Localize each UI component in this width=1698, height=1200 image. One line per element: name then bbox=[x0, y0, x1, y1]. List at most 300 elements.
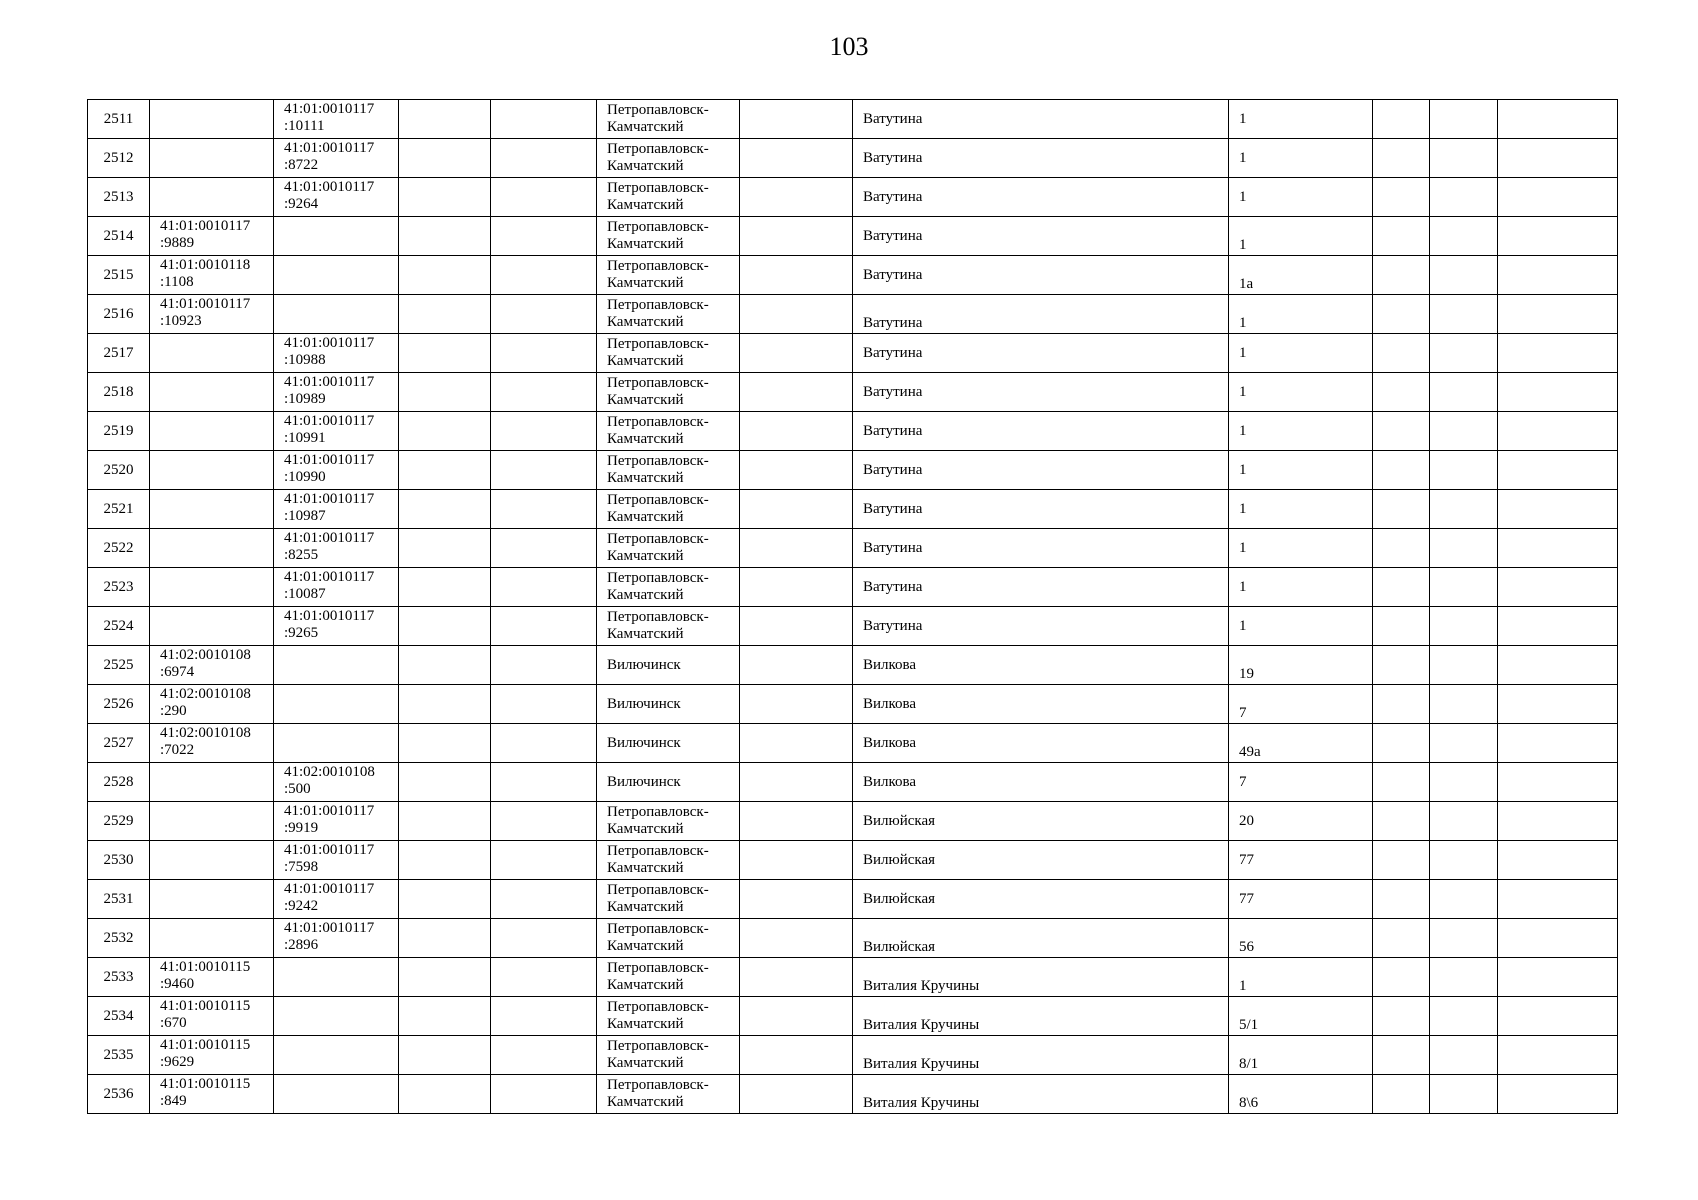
cadastral-number-a bbox=[150, 373, 274, 412]
empty-cell bbox=[740, 334, 853, 373]
empty-cell bbox=[1373, 217, 1430, 256]
house-number: 1 bbox=[1229, 334, 1373, 373]
row-number: 2523 bbox=[88, 568, 150, 607]
empty-cell bbox=[1373, 1036, 1430, 1075]
cadastral-number-a bbox=[150, 880, 274, 919]
house-number: 56 bbox=[1229, 919, 1373, 958]
empty-cell bbox=[491, 568, 597, 607]
table-row bbox=[88, 607, 1618, 646]
empty-cell bbox=[399, 607, 491, 646]
empty-cell bbox=[1373, 256, 1430, 295]
empty-cell bbox=[1430, 919, 1498, 958]
settlement-name: Петропавловск- Камчатский bbox=[597, 841, 740, 880]
empty-cell bbox=[1498, 724, 1618, 763]
row-number: 2534 bbox=[88, 997, 150, 1036]
house-number: 1 bbox=[1229, 607, 1373, 646]
empty-cell bbox=[1430, 529, 1498, 568]
cadastral-number-a bbox=[150, 763, 274, 802]
empty-cell bbox=[740, 646, 853, 685]
settlement-name: Петропавловск- Камчатский bbox=[597, 1075, 740, 1114]
street-name: Ватутина bbox=[853, 178, 1229, 217]
street-name: Виталия Кручины bbox=[853, 958, 1229, 997]
cadastral-number-a bbox=[150, 139, 274, 178]
empty-cell bbox=[740, 295, 853, 334]
cadastral-number-b bbox=[274, 1036, 399, 1075]
empty-cell bbox=[1373, 685, 1430, 724]
empty-cell bbox=[1430, 334, 1498, 373]
house-number: 1 bbox=[1229, 490, 1373, 529]
empty-cell bbox=[1373, 724, 1430, 763]
table-row bbox=[88, 958, 1618, 997]
empty-cell bbox=[1430, 724, 1498, 763]
empty-cell bbox=[1498, 802, 1618, 841]
settlement-name: Вилючинск bbox=[597, 724, 740, 763]
empty-cell bbox=[491, 334, 597, 373]
table-row bbox=[88, 100, 1618, 139]
cadastral-number-b bbox=[274, 958, 399, 997]
house-number: 8\6 bbox=[1229, 1075, 1373, 1114]
empty-cell bbox=[399, 412, 491, 451]
empty-cell bbox=[491, 724, 597, 763]
table-row bbox=[88, 295, 1618, 334]
cadastral-number-b: 41:01:0010117 :9242 bbox=[274, 880, 399, 919]
settlement-name: Вилючинск bbox=[597, 685, 740, 724]
empty-cell bbox=[1430, 412, 1498, 451]
empty-cell bbox=[1373, 295, 1430, 334]
empty-cell bbox=[399, 178, 491, 217]
empty-cell bbox=[399, 685, 491, 724]
street-name: Виталия Кручины bbox=[853, 1036, 1229, 1075]
empty-cell bbox=[1430, 217, 1498, 256]
empty-cell bbox=[399, 451, 491, 490]
empty-cell bbox=[1373, 529, 1430, 568]
empty-cell bbox=[1498, 100, 1618, 139]
empty-cell bbox=[1498, 997, 1618, 1036]
cadastral-number-a bbox=[150, 919, 274, 958]
empty-cell bbox=[740, 490, 853, 529]
house-number: 20 bbox=[1229, 802, 1373, 841]
empty-cell bbox=[1430, 880, 1498, 919]
settlement-name: Петропавловск- Камчатский bbox=[597, 880, 740, 919]
cadastral-number-a: 41:01:0010118 :1108 bbox=[150, 256, 274, 295]
street-name: Ватутина bbox=[853, 529, 1229, 568]
row-number: 2536 bbox=[88, 1075, 150, 1114]
empty-cell bbox=[491, 178, 597, 217]
empty-cell bbox=[740, 919, 853, 958]
table-row bbox=[88, 685, 1618, 724]
cadastral-number-a bbox=[150, 334, 274, 373]
street-name: Вилюйская bbox=[853, 802, 1229, 841]
empty-cell bbox=[1373, 139, 1430, 178]
empty-cell bbox=[740, 217, 853, 256]
row-number: 2511 bbox=[88, 100, 150, 139]
street-name: Ватутина bbox=[853, 607, 1229, 646]
empty-cell bbox=[1498, 217, 1618, 256]
street-name: Ватутина bbox=[853, 295, 1229, 334]
empty-cell bbox=[740, 763, 853, 802]
empty-cell bbox=[1373, 568, 1430, 607]
empty-cell bbox=[1373, 100, 1430, 139]
cadastral-number-b: 41:01:0010117 :9265 bbox=[274, 607, 399, 646]
row-number: 2532 bbox=[88, 919, 150, 958]
table-row bbox=[88, 802, 1618, 841]
cadastral-number-a bbox=[150, 568, 274, 607]
empty-cell bbox=[740, 724, 853, 763]
settlement-name: Петропавловск- Камчатский bbox=[597, 217, 740, 256]
empty-cell bbox=[491, 607, 597, 646]
cadastral-number-a: 41:02:0010108 :6974 bbox=[150, 646, 274, 685]
table-row bbox=[88, 412, 1618, 451]
cadastral-number-b bbox=[274, 295, 399, 334]
street-name: Вилкова bbox=[853, 646, 1229, 685]
settlement-name: Петропавловск- Камчатский bbox=[597, 997, 740, 1036]
empty-cell bbox=[399, 646, 491, 685]
table-row bbox=[88, 1075, 1618, 1114]
empty-cell bbox=[740, 373, 853, 412]
row-number: 2533 bbox=[88, 958, 150, 997]
table-row bbox=[88, 217, 1618, 256]
cadastral-number-a bbox=[150, 490, 274, 529]
row-number: 2527 bbox=[88, 724, 150, 763]
table-row bbox=[88, 373, 1618, 412]
row-number: 2515 bbox=[88, 256, 150, 295]
empty-cell bbox=[1430, 841, 1498, 880]
cadastral-number-a bbox=[150, 178, 274, 217]
empty-cell bbox=[1498, 607, 1618, 646]
empty-cell bbox=[1373, 451, 1430, 490]
cadastral-number-b bbox=[274, 256, 399, 295]
house-number: 5/1 bbox=[1229, 997, 1373, 1036]
empty-cell bbox=[740, 568, 853, 607]
empty-cell bbox=[1498, 1036, 1618, 1075]
empty-cell bbox=[740, 802, 853, 841]
empty-cell bbox=[1373, 646, 1430, 685]
table-row bbox=[88, 646, 1618, 685]
empty-cell bbox=[399, 763, 491, 802]
empty-cell bbox=[1498, 178, 1618, 217]
cadastral-number-a bbox=[150, 841, 274, 880]
street-name: Ватутина bbox=[853, 256, 1229, 295]
empty-cell bbox=[399, 568, 491, 607]
row-number: 2522 bbox=[88, 529, 150, 568]
empty-cell bbox=[1498, 373, 1618, 412]
settlement-name: Петропавловск- Камчатский bbox=[597, 256, 740, 295]
empty-cell bbox=[491, 997, 597, 1036]
row-number: 2516 bbox=[88, 295, 150, 334]
empty-cell bbox=[1498, 529, 1618, 568]
row-number: 2526 bbox=[88, 685, 150, 724]
empty-cell bbox=[1430, 685, 1498, 724]
cadastral-number-b bbox=[274, 997, 399, 1036]
street-name: Ватутина bbox=[853, 139, 1229, 178]
row-number: 2513 bbox=[88, 178, 150, 217]
settlement-name: Петропавловск- Камчатский bbox=[597, 958, 740, 997]
empty-cell bbox=[1373, 334, 1430, 373]
cadastral-number-a bbox=[150, 451, 274, 490]
table-row bbox=[88, 334, 1618, 373]
empty-cell bbox=[740, 607, 853, 646]
street-name: Вилюйская bbox=[853, 919, 1229, 958]
empty-cell bbox=[1430, 568, 1498, 607]
empty-cell bbox=[740, 178, 853, 217]
empty-cell bbox=[1430, 139, 1498, 178]
cadastral-number-a bbox=[150, 412, 274, 451]
street-name: Виталия Кручины bbox=[853, 997, 1229, 1036]
empty-cell bbox=[1373, 919, 1430, 958]
row-number: 2512 bbox=[88, 139, 150, 178]
empty-cell bbox=[1498, 451, 1618, 490]
cadastral-number-b bbox=[274, 646, 399, 685]
empty-cell bbox=[399, 217, 491, 256]
empty-cell bbox=[1430, 451, 1498, 490]
settlement-name: Петропавловск- Камчатский bbox=[597, 1036, 740, 1075]
empty-cell bbox=[1498, 295, 1618, 334]
cadastral-number-b: 41:01:0010117 :9264 bbox=[274, 178, 399, 217]
cadastral-number-b: 41:01:0010117 :10991 bbox=[274, 412, 399, 451]
table-row bbox=[88, 880, 1618, 919]
row-number: 2535 bbox=[88, 1036, 150, 1075]
empty-cell bbox=[740, 841, 853, 880]
street-name: Ватутина bbox=[853, 100, 1229, 139]
empty-cell bbox=[491, 1036, 597, 1075]
empty-cell bbox=[491, 373, 597, 412]
house-number: 1 bbox=[1229, 178, 1373, 217]
empty-cell bbox=[1430, 802, 1498, 841]
empty-cell bbox=[1430, 646, 1498, 685]
house-number: 19 bbox=[1229, 646, 1373, 685]
cadastral-number-a: 41:01:0010115 :9629 bbox=[150, 1036, 274, 1075]
street-name: Ватутина bbox=[853, 412, 1229, 451]
empty-cell bbox=[740, 1075, 853, 1114]
empty-cell bbox=[1373, 997, 1430, 1036]
empty-cell bbox=[399, 295, 491, 334]
street-name: Виталия Кручины bbox=[853, 1075, 1229, 1114]
table-row bbox=[88, 1036, 1618, 1075]
empty-cell bbox=[399, 841, 491, 880]
row-number: 2531 bbox=[88, 880, 150, 919]
settlement-name: Петропавловск- Камчатский bbox=[597, 295, 740, 334]
empty-cell bbox=[399, 1036, 491, 1075]
empty-cell bbox=[399, 997, 491, 1036]
cadastral-number-a: 41:01:0010115 :849 bbox=[150, 1075, 274, 1114]
house-number: 7 bbox=[1229, 685, 1373, 724]
house-number: 1 bbox=[1229, 217, 1373, 256]
empty-cell bbox=[491, 139, 597, 178]
empty-cell bbox=[399, 334, 491, 373]
empty-cell bbox=[1430, 373, 1498, 412]
house-number: 77 bbox=[1229, 841, 1373, 880]
cadastral-number-b: 41:01:0010117 :10087 bbox=[274, 568, 399, 607]
empty-cell bbox=[491, 256, 597, 295]
empty-cell bbox=[1498, 412, 1618, 451]
row-number: 2524 bbox=[88, 607, 150, 646]
empty-cell bbox=[399, 256, 491, 295]
table-row bbox=[88, 529, 1618, 568]
empty-cell bbox=[1430, 490, 1498, 529]
house-number: 49а bbox=[1229, 724, 1373, 763]
cadastral-number-b: 41:02:0010108 :500 bbox=[274, 763, 399, 802]
street-name: Ватутина bbox=[853, 334, 1229, 373]
empty-cell bbox=[1498, 334, 1618, 373]
empty-cell bbox=[1498, 139, 1618, 178]
house-number: 1 bbox=[1229, 568, 1373, 607]
cadastral-number-b bbox=[274, 685, 399, 724]
empty-cell bbox=[399, 958, 491, 997]
row-number: 2520 bbox=[88, 451, 150, 490]
empty-cell bbox=[399, 919, 491, 958]
cadastral-number-b: 41:01:0010117 :8255 bbox=[274, 529, 399, 568]
empty-cell bbox=[491, 958, 597, 997]
empty-cell bbox=[491, 880, 597, 919]
empty-cell bbox=[740, 1036, 853, 1075]
table-row bbox=[88, 919, 1618, 958]
settlement-name: Петропавловск- Камчатский bbox=[597, 451, 740, 490]
settlement-name: Петропавловск- Камчатский bbox=[597, 373, 740, 412]
cadastral-number-a: 41:01:0010117 :10923 bbox=[150, 295, 274, 334]
empty-cell bbox=[1430, 997, 1498, 1036]
house-number: 1 bbox=[1229, 100, 1373, 139]
empty-cell bbox=[1430, 1036, 1498, 1075]
settlement-name: Петропавловск- Камчатский bbox=[597, 139, 740, 178]
empty-cell bbox=[491, 802, 597, 841]
empty-cell bbox=[1498, 880, 1618, 919]
row-number: 2517 bbox=[88, 334, 150, 373]
row-number: 2525 bbox=[88, 646, 150, 685]
empty-cell bbox=[1498, 919, 1618, 958]
house-number: 1 bbox=[1229, 139, 1373, 178]
street-name: Вилкова bbox=[853, 763, 1229, 802]
street-name: Ватутина bbox=[853, 373, 1229, 412]
cadastral-number-a bbox=[150, 607, 274, 646]
empty-cell bbox=[1430, 958, 1498, 997]
street-name: Вилкова bbox=[853, 685, 1229, 724]
street-name: Ватутина bbox=[853, 217, 1229, 256]
cadastral-number-b: 41:01:0010117 :7598 bbox=[274, 841, 399, 880]
cadastral-number-b: 41:01:0010117 :10988 bbox=[274, 334, 399, 373]
empty-cell bbox=[1430, 100, 1498, 139]
cadastral-number-a: 41:01:0010115 :670 bbox=[150, 997, 274, 1036]
empty-cell bbox=[1373, 802, 1430, 841]
empty-cell bbox=[1373, 607, 1430, 646]
settlement-name: Петропавловск- Камчатский bbox=[597, 490, 740, 529]
empty-cell bbox=[1373, 763, 1430, 802]
empty-cell bbox=[491, 295, 597, 334]
table-row bbox=[88, 490, 1618, 529]
settlement-name: Петропавловск- Камчатский bbox=[597, 568, 740, 607]
house-number: 77 bbox=[1229, 880, 1373, 919]
empty-cell bbox=[1430, 295, 1498, 334]
table-row bbox=[88, 724, 1618, 763]
empty-cell bbox=[740, 256, 853, 295]
table-row bbox=[88, 763, 1618, 802]
cadastral-number-a: 41:02:0010108 :7022 bbox=[150, 724, 274, 763]
cadastral-number-a bbox=[150, 100, 274, 139]
cadastral-number-a: 41:01:0010115 :9460 bbox=[150, 958, 274, 997]
street-name: Ватутина bbox=[853, 568, 1229, 607]
table-row bbox=[88, 139, 1618, 178]
empty-cell bbox=[399, 1075, 491, 1114]
table-row bbox=[88, 568, 1618, 607]
cadastral-number-a bbox=[150, 529, 274, 568]
cadastral-number-a: 41:02:0010108 :290 bbox=[150, 685, 274, 724]
empty-cell bbox=[1498, 646, 1618, 685]
street-name: Вилкова bbox=[853, 724, 1229, 763]
row-number: 2528 bbox=[88, 763, 150, 802]
cadastral-number-a bbox=[150, 802, 274, 841]
empty-cell bbox=[740, 100, 853, 139]
table-row bbox=[88, 256, 1618, 295]
empty-cell bbox=[740, 880, 853, 919]
empty-cell bbox=[491, 763, 597, 802]
registry-table-body bbox=[88, 100, 1618, 1114]
empty-cell bbox=[1430, 607, 1498, 646]
empty-cell bbox=[399, 529, 491, 568]
row-number: 2514 bbox=[88, 217, 150, 256]
table-row bbox=[88, 997, 1618, 1036]
empty-cell bbox=[491, 919, 597, 958]
street-name: Ватутина bbox=[853, 490, 1229, 529]
row-number: 2529 bbox=[88, 802, 150, 841]
empty-cell bbox=[740, 685, 853, 724]
settlement-name: Петропавловск- Камчатский bbox=[597, 178, 740, 217]
empty-cell bbox=[491, 841, 597, 880]
empty-cell bbox=[1430, 763, 1498, 802]
house-number: 1 bbox=[1229, 529, 1373, 568]
empty-cell bbox=[1498, 685, 1618, 724]
cadastral-number-b: 41:01:0010117 :10989 bbox=[274, 373, 399, 412]
house-number: 8/1 bbox=[1229, 1036, 1373, 1075]
empty-cell bbox=[1373, 490, 1430, 529]
street-name: Вилюйская bbox=[853, 841, 1229, 880]
house-number: 1 bbox=[1229, 373, 1373, 412]
cadastral-number-b bbox=[274, 217, 399, 256]
settlement-name: Петропавловск- Камчатский bbox=[597, 334, 740, 373]
row-number: 2519 bbox=[88, 412, 150, 451]
house-number: 7 bbox=[1229, 763, 1373, 802]
empty-cell bbox=[399, 139, 491, 178]
settlement-name: Петропавловск- Камчатский bbox=[597, 529, 740, 568]
empty-cell bbox=[399, 724, 491, 763]
empty-cell bbox=[740, 997, 853, 1036]
empty-cell bbox=[740, 958, 853, 997]
empty-cell bbox=[1373, 841, 1430, 880]
empty-cell bbox=[1498, 256, 1618, 295]
settlement-name: Петропавловск- Камчатский bbox=[597, 100, 740, 139]
cadastral-number-b: 41:01:0010117 :9919 bbox=[274, 802, 399, 841]
empty-cell bbox=[1430, 256, 1498, 295]
table-row bbox=[88, 451, 1618, 490]
empty-cell bbox=[1498, 763, 1618, 802]
table-row bbox=[88, 178, 1618, 217]
empty-cell bbox=[399, 802, 491, 841]
empty-cell bbox=[1373, 1075, 1430, 1114]
empty-cell bbox=[491, 217, 597, 256]
empty-cell bbox=[491, 529, 597, 568]
empty-cell bbox=[491, 451, 597, 490]
empty-cell bbox=[1498, 841, 1618, 880]
cadastral-number-b: 41:01:0010117 :10987 bbox=[274, 490, 399, 529]
settlement-name: Вилючинск bbox=[597, 646, 740, 685]
empty-cell bbox=[399, 880, 491, 919]
empty-cell bbox=[1373, 373, 1430, 412]
settlement-name: Петропавловск- Камчатский bbox=[597, 802, 740, 841]
house-number: 1 bbox=[1229, 295, 1373, 334]
cadastral-number-b bbox=[274, 1075, 399, 1114]
empty-cell bbox=[740, 529, 853, 568]
empty-cell bbox=[740, 451, 853, 490]
empty-cell bbox=[1498, 958, 1618, 997]
empty-cell bbox=[1430, 178, 1498, 217]
